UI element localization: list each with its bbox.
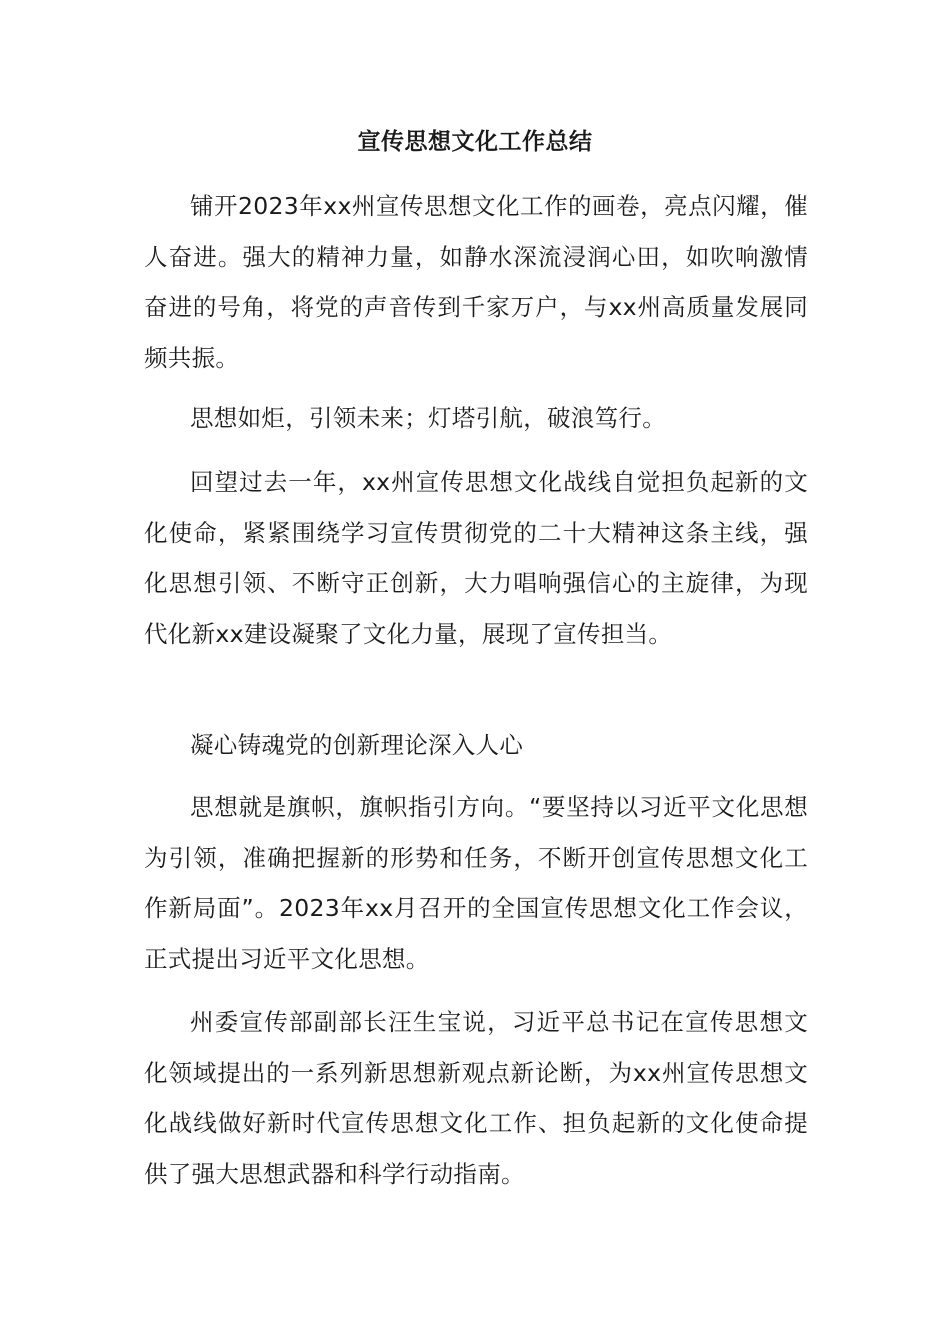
paragraph-quote: 州委宣传部副部长汪生宝说，习近平总书记在宣传思想文化领域提出的一系列新思想新观点新论断，为xx州宣传思想文化战线做好新时代宣传思想文化工作、担负起新的文化使命提供了强大思想武器和科学行动指南。 xyxy=(144,1008,808,1188)
paragraph-thought: 思想就是旗帜，旗帜指引方向。“要坚持以习近平文化思想为引领，准确把握新的形势和任务，不断开创宣传思想文化工作新局面”。2023年xx月召开的全国宣传思想文化工作会议，正式提出习近平文化思想。 xyxy=(144,793,808,973)
paragraph-motto: 思想如炬，引领未来；灯塔引航，破浪笃行。 xyxy=(190,404,666,432)
paragraph-intro: 铺开2023年xx州宣传思想文化工作的画卷，亮点闪耀，催人奋进。强大的精神力量，如静水深流浸润心田，如吹响激情奋进的号角，将党的声音传到千家万户，与xx州高质量发展同频共振。 xyxy=(144,192,808,372)
section-heading: 凝心铸魂党的创新理论深入人心 xyxy=(190,731,524,759)
document-title: 宣传思想文化工作总结 xyxy=(357,129,593,155)
paragraph-review: 回望过去一年，xx州宣传思想文化战线自觉担负起新的文化使命，紧紧围绕学习宣传贯彻党的二十大精神这条主线，强化思想引领、不断守正创新，大力唱响强信心的主旋律，为现代化新xx建设凝聚了文化力量，展现了宣传担当。 xyxy=(144,468,808,648)
